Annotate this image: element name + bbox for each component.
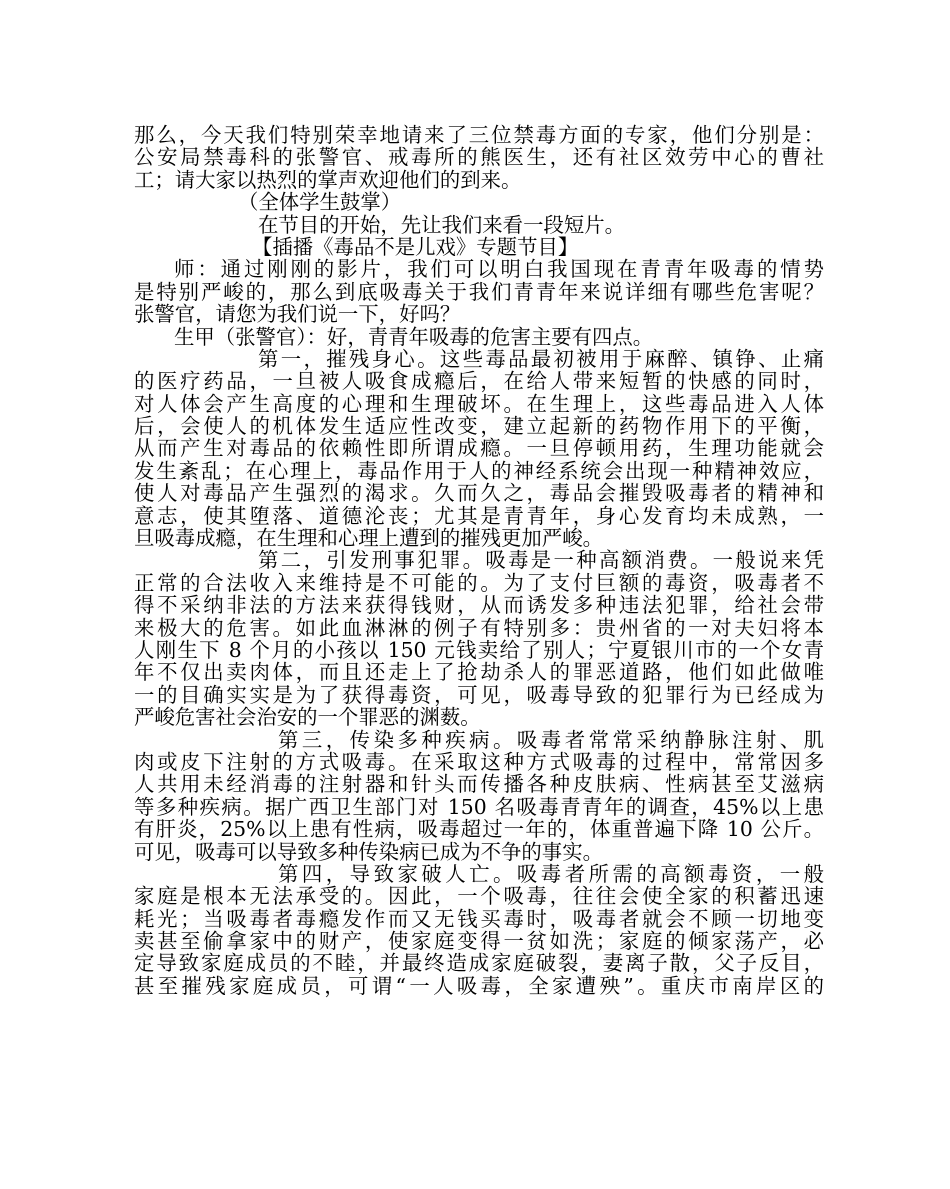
text-line: 的医疗药品，一旦被人吸食成瘾后，在给人带来短暂的快感的同时， [134, 369, 824, 394]
text-line: 在节目的开始，先让我们来看一段短片。 [258, 212, 626, 237]
text-line: 使人对毒品产生强烈的渴求。久而久之，毒品会摧毁吸毒者的精神和 [134, 481, 824, 506]
text-line: 那么，今天我们特别荣幸地请来了三位禁毒方面的专家，他们分别是： [134, 123, 824, 147]
text-line: 甚至摧残家庭成员，可谓“一人吸毒，全家遭殃”。重庆市南岸区的 [134, 973, 824, 998]
text-line: 工；请大家以热烈的掌声欢迎他们的到来。 [134, 167, 522, 192]
text-line: 张警官，请您为我们说一下，好吗？ [134, 302, 461, 327]
text-line: 第四，导致家破人亡。吸毒者所需的高额毒资，一般 [278, 861, 824, 886]
text-line: 第二，引发刑事犯罪。吸毒是一种高额消费。一般说来凭 [258, 548, 824, 573]
text-line: 卖甚至偷拿家中的财产，使家庭变得一贫如洗；家庭的倾家荡产，必 [134, 929, 824, 954]
text-line: （全体学生鼓掌） [238, 190, 402, 215]
text-line: 正常的合法收入来维持是不可能的。为了支付巨额的毒资，吸毒者不 [134, 570, 824, 595]
text-line: 年不仅出卖肉体，而且还走上了抢劫杀人的罪恶道路，他们如此做唯 [134, 660, 824, 685]
text-line: 生甲（张警官）：好，青青年吸毒的危害主要有四点。 [174, 324, 654, 349]
text-line: 肉或皮下注射的方式吸毒。在采取这种方式吸毒的过程中，常常因多 [134, 749, 824, 774]
text-line: 从而产生对毒品的依赖性即所谓成瘾。一旦停顿用药，生理功能就会 [134, 436, 824, 461]
text-line: 有肝炎，25%以上患有性病，吸毒超过一年的，体重普遍下降 10 公斤。 [134, 817, 824, 842]
text-line: 旦吸毒成瘾，在生理和心理上遭到的摧残更加严峻。 [134, 526, 603, 551]
text-line: 是特别严峻的，那么到底吸毒关于我们青青年来说详细有哪些危害呢？ [134, 279, 824, 304]
text-line: 严峻危害社会治安的一个罪恶的渊薮。 [134, 705, 481, 730]
text-line: 对人体会产生高度的心理和生理破坏。在生理上，这些毒品进入人体 [134, 391, 824, 416]
text-line: 意志，使其堕落、道德沦丧；尤其是青青年，身心发育均未成熟，一 [134, 503, 824, 528]
text-line: 发生紊乱；在心理上，毒品作用于人的神经系统会出现一种精神效应， [134, 458, 824, 483]
text-line: 家庭是根本无法承受的。因此，一个吸毒，往往会使全家的积蓄迅速 [134, 884, 824, 909]
text-line: 一的目确实实是为了获得毒资，可见，吸毒导致的犯罪行为已经成为 [134, 682, 824, 707]
text-line: 定导致家庭成员的不睦，并最终造成家庭破裂，妻离子散，父子反目， [134, 951, 824, 976]
text-line: 耗光；当吸毒者毒瘾发作而又无钱买毒时，吸毒者就会不顾一切地变 [134, 906, 824, 931]
text-line: 来极大的危害。如此血淋淋的例子有特别多：贵州省的一对夫妇将本 [134, 615, 824, 640]
text-line: 师：通过刚刚的影片，我们可以明白我国现在青青年吸毒的情势 [174, 257, 824, 282]
text-line: 后，会使人的机体发生适应性改变，建立起新的药物作用下的平衡， [134, 414, 824, 439]
text-line: 可见，吸毒可以导致多种传染病已成为不争的事实。 [134, 839, 603, 864]
text-line: 得不采纳非法的方法来获得钱财，从而诱发多种违法犯罪，给社会带 [134, 593, 824, 618]
text-line: 【插播《毒品不是儿戏》专题节目】 [252, 234, 579, 259]
text-line: 第三，传染多种疾病。吸毒者常常采纳静脉注射、肌 [278, 727, 824, 752]
text-line: 人共用未经消毒的注射器和针头而传播各种皮肤病、性病甚至艾滋病 [134, 772, 824, 797]
text-line: 等多种疾病。据广西卫生部门对 150 名吸毒青青年的调查，45%以上患 [134, 794, 824, 819]
document-page [134, 124, 824, 997]
text-line: 人刚生下 8 个月的小孩以 150 元钱卖给了别人；宁夏银川市的一个女青 [134, 637, 824, 662]
text-line: 公安局禁毒科的张警官、戒毒所的熊医生，还有社区效劳中心的曹社 [134, 145, 824, 170]
text-line: 第一，摧残身心。这些毒品最初被用于麻醉、镇铮、止痛 [258, 346, 824, 371]
